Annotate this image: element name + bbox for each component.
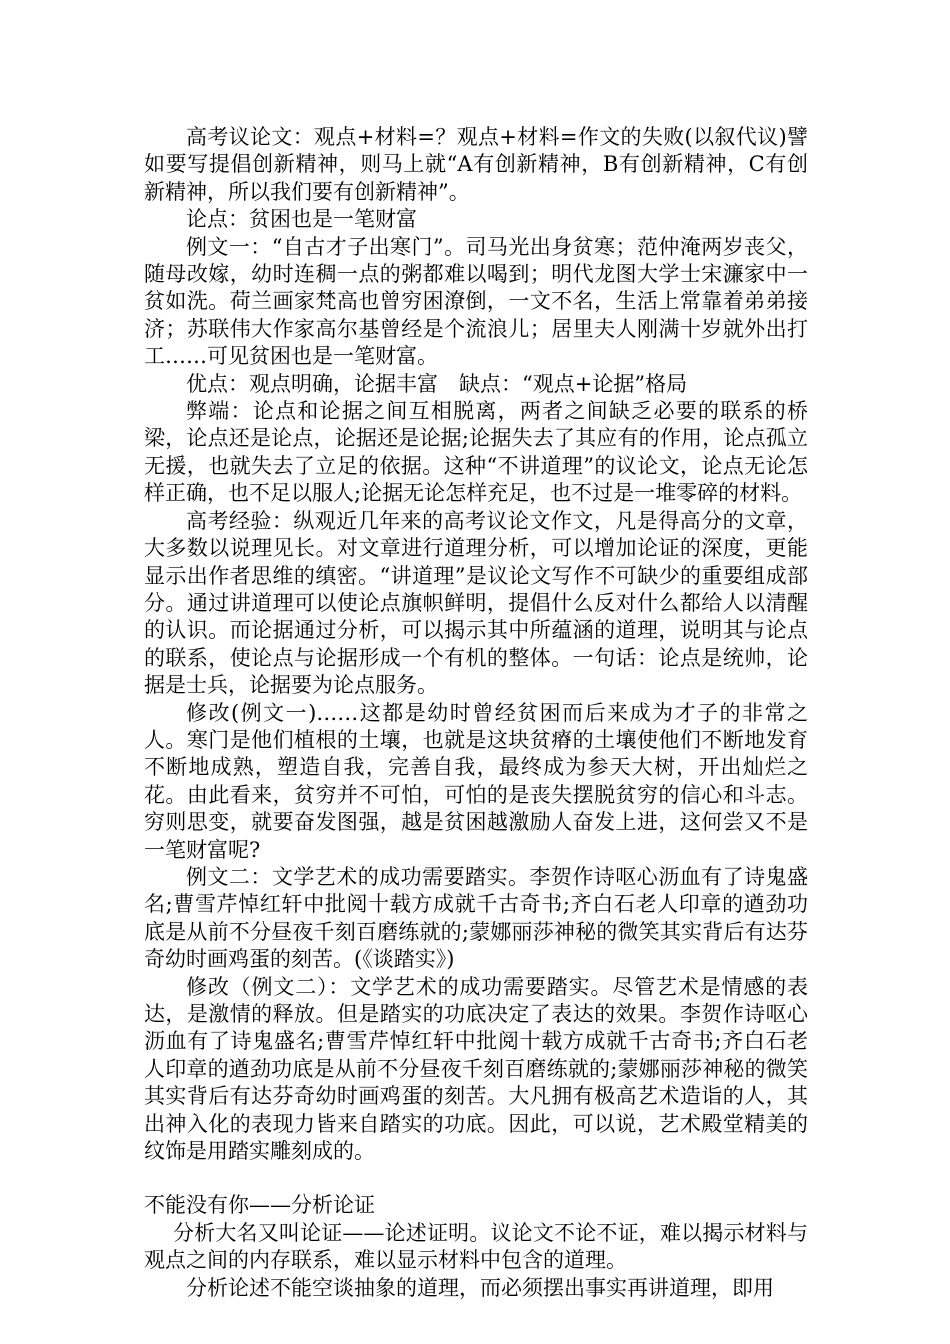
paragraph-analysis-method: 分析论述不能空谈抽象的道理，而必须摆出事实再讲道理，即用 bbox=[186, 1275, 774, 1300]
paragraph-thesis: 论点：贫困也是一笔财富 bbox=[186, 207, 417, 232]
paragraph-revision-one: 修改(例文一)……这都是幼时曾经贫困而后来成为才子的非常之人。寒门是他们植根的土壤，也就是这块贫瘠的土壤使他们不断地发育不断地成熟，塑造自我，完善自我，最终成为参天大树，开出灿烂之花。由此看来，贫穷并不可怕，可怕的是丧失摆脱贫穷的信心和斗志。穷则思变，就要奋发图强，越是贫困越激励人奋发上进，这何尝又不是一笔财富呢? bbox=[144, 700, 808, 862]
paragraph-pros-cons: 优点：观点明确，论据丰富 缺点：“观点+论据”格局 bbox=[186, 371, 688, 396]
section-title: 不能没有你——分析论证 bbox=[144, 1193, 375, 1218]
paragraph-drawbacks: 弊端：论点和论据之间互相脱离，两者之间缺乏必要的联系的桥梁，论点还是论点，论据还是论据;论据失去了其应有的作用，论点孤立无援，也就失去了立足的依据。这种“不讲道理”的议论文，论点无论怎样正确，也不足以服人;论据无论怎样充足，也不过是一堆零碎的材料。 bbox=[144, 399, 808, 506]
paragraph-intro: 高考议论文：观点+材料=？观点+材料=作文的失败(以叙代议)譬如要写提倡创新精神，则马上就“A有创新精神，B有创新精神，C有创新精神，所以我们要有创新精神”。 bbox=[144, 125, 808, 204]
paragraph-revision-two: 修改（例文二）：文学艺术的成功需要踏实。尽管艺术是情感的表达，是激情的释放。但是踏实的功底决定了表达的效果。李贺作诗呕心沥血有了诗鬼盛名;曹雪芹悼红轩中批阅十载方成就千古奇书;齐白石老人印章的遒劲功底是从前不分昼夜千刻百磨练就的;蒙娜丽莎神秘的微笑其实背后有达芬奇幼时画鸡蛋的刻苦。大凡拥有极高艺术造诣的人，其出神入化的表现力皆来自踏实的功底。因此，可以说，艺术殿堂精美的纹饰是用踏实雕刻成的。 bbox=[144, 974, 808, 1164]
paragraph-analysis-definition: 分析大名又叫论证——论述证明。议论文不论不证，难以揭示材料与观点之间的内存联系，难以显示材料中包含的道理。 bbox=[144, 1220, 808, 1273]
paragraph-exam-experience: 高考经验：纵观近几年来的高考议论文作文，凡是得高分的文章，大多数以说理见长。对文章进行道理分析，可以增加论证的深度，更能显示出作者思维的缜密。“讲道理”是议论文写作不可缺少的重要组成部分。通过讲道理可以使论点旗帜鲜明，提倡什么反对什么都给人以清醒的认识。而论据通过分析，可以揭示其中所蕴涵的道理，说明其与论点的联系，使论点与论据形成一个有机的整体。一句话：论点是统帅，论据是士兵，论据要为论点服务。 bbox=[144, 508, 808, 698]
document-body bbox=[144, 124, 808, 1302]
paragraph-example-two: 例文二：文学艺术的成功需要踏实。李贺作诗呕心沥血有了诗鬼盛名;曹雪芹悼红轩中批阅十载方成就千古奇书;齐白石老人印章的遒劲功底是从前不分昼夜千刻百磨练就的;蒙娜丽莎神秘的微笑其实背后有达芬奇幼时画鸡蛋的刻苦。(《谈踏实》) bbox=[144, 864, 808, 972]
paragraph-example-one: 例文一：“自古才子出寒门”。司马光出身贫寒；范仲淹两岁丧父，随母改嫁，幼时连稠一点的粥都难以喝到；明代龙图大学士宋濂家中一贫如洗。荷兰画家梵高也曾穷困潦倒，一文不名，生活上常靠着弟弟接济；苏联伟大作家高尔基曾经是个流浪儿；居里夫人刚满十岁就外出打工……可见贫困也是一笔财富。 bbox=[144, 234, 808, 369]
